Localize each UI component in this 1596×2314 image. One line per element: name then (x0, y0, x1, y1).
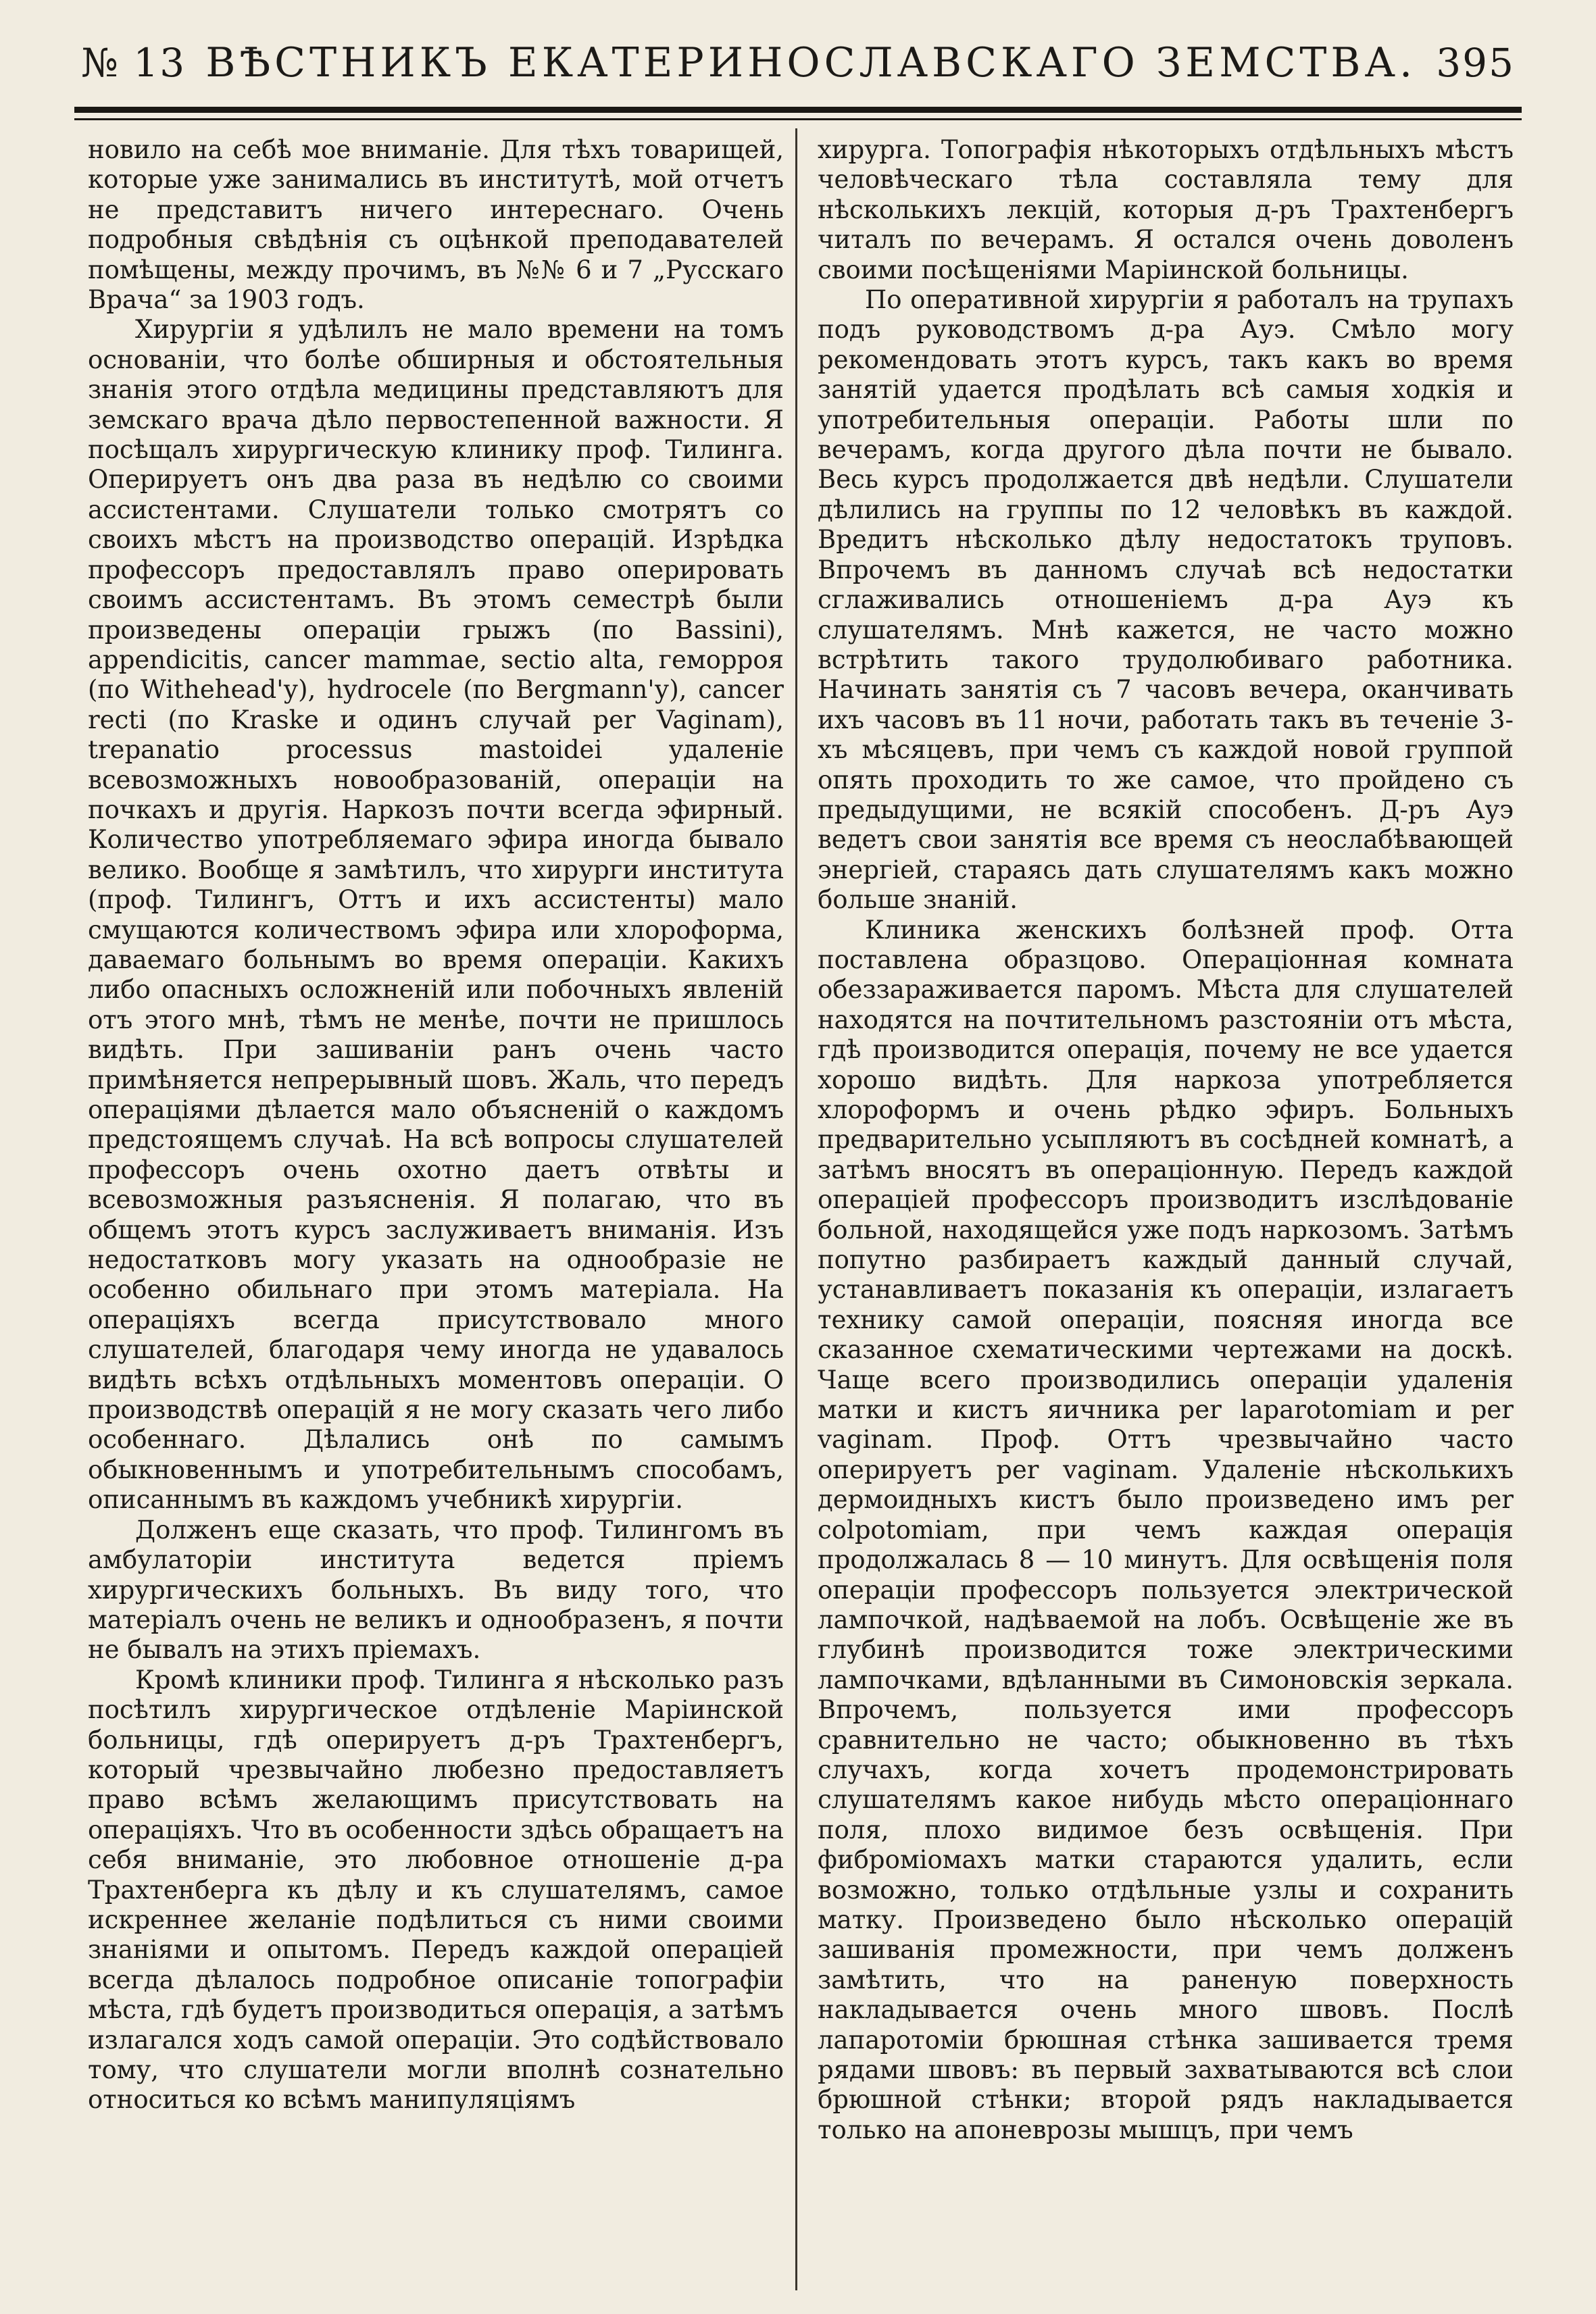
paragraph: Кромѣ клиники проф. Тилинга я нѣсколько разъ посѣтилъ хирургическое отдѣленіе Маріинской больницы, гдѣ оперируетъ д-ръ Трахтенбергъ, который чрезвычайно любезно предоставляетъ право всѣмъ желающимъ присутствовать на операціяхъ. Что въ особенности здѣсь обращаетъ на себя вниманіе, это любовное отношеніе д-ра Трахтенберга къ дѣлу и къ слушателямъ, самое искреннее желаніе подѣлиться съ ними своими знаніями и опытомъ. Передъ каждой операціей всегда дѣлалось подробное описаніе топографіи мѣста, гдѣ будетъ производиться операція, а затѣмъ излагался ходъ самой операціи. Это содѣйствовало тому, что слушатели могли вполнѣ сознательно относиться ко всѣмъ манипуляціямъ (88, 1665, 784, 2115)
issue-number: № 13 (81, 40, 186, 86)
paragraph: Клиника женскихъ болѣзней проф. Отта поставлена образцово. Операціонная комната обеззараживается паромъ. Мѣста для слушателей находятся на почтительномъ разстояніи отъ мѣста, гдѣ производится операція, почему не все удается хорошо видѣть. Для наркоза употребляется хлороформъ и очень рѣдко эфиръ. Больныхъ предварительно усыпляютъ въ сосѣдней комнатѣ, а затѣмъ вносятъ въ операціонную. Передъ каждой операціей профессоръ производитъ изслѣдованіе больной, находящейся уже подъ наркозомъ. Затѣмъ попутно разбираетъ каждый данный случай, устанавливаетъ показанія къ операціи, излагаетъ технику самой операціи, поясняя иногда все сказанное схематическими чертежами на доскѣ. Чаще всего производились операціи удаленія матки и кистъ яичника per laparotomiam и per vaginam. Проф. Оттъ чрезвычайно часто оперируетъ per vaginam. Удаленіе нѣсколькихъ дермоидныхъ кистъ было произведено имъ per colpotomiam, при чемъ каждая операція продолжалась 8 — 10 минутъ. Для освѣщенія поля операціи профессоръ пользуется электрической лампочкой, надѣваемой на лобъ. Освѣщеніе же въ глубинѣ производится тоже электрическими лампочками, вдѣланными въ Симоновскія зеркала. Впрочемъ, пользуется ими профессоръ сравнительно не часто; обыкновенно въ тѣхъ случахъ, когда хочетъ продемонстрировать слушателямъ какое нибудь мѣсто операціоннаго поля, плохо видимое безъ освѣщенія. При фибромiомахъ матки стараются удалить, если возможно, только отдѣльные узлы и сохранить матку. Произведено было нѣсколько операцій зашиванія промежности, при чемъ долженъ замѣтить, что на раненую поверхность накладывается очень много швовъ. Послѣ лапаротоміи брюшная стѣнка зашивается тремя рядами швовъ: въ первый захватываются всѣ слои брюшной стѣнки; второй рядъ накладывается только на апоневрозы мышцъ, при чемъ (818, 915, 1514, 2144)
paragraph: новило на себѣ мое вниманіе. Для тѣхъ товарищей, которые уже занимались въ институтѣ, мой отчетъ не представитъ ничего интереснаго. Очень подробныя свѣдѣнія съ оцѣнкой преподавателей помѣщены, между прочимъ, въ №№ 6 и 7 „Русскаго Врача“ за 1903 годъ. (88, 135, 784, 315)
right-column (818, 135, 1514, 2297)
paragraph: хирурга. Топографія нѣкоторыхъ отдѣльныхъ мѣстъ человѣческаго тѣла составляла тему для нѣсколькихъ лекцій, которыя д-ръ Трахтенбергъ читалъ по вечерамъ. Я остался очень доволенъ своими посѣщеніями Маріинской больницы. (818, 135, 1514, 284)
header-rule-thin (74, 118, 1522, 120)
journal-title: ВѢСТНИКЪ ЕКАТЕРИНОСЛАВСКАГО ЗЕМСТВА. (205, 39, 1417, 86)
column-divider (795, 128, 797, 2290)
paragraph: Хирургіи я удѣлилъ не мало времени на томъ основаніи, что болѣе обширныя и обстоятельныя знанія этого отдѣла медицины представляютъ для земскаго врача дѣло первостепенной важности. Я посѣщалъ хирургическую клинику проф. Тилинга. Оперируетъ онъ два раза въ недѣлю со своими ассистентами. Слушатели только смотрятъ со своихъ мѣстъ на производство операцій. Изрѣдка профессоръ предоставлялъ право оперировать своимъ ассистентамъ. Въ этомъ семестрѣ были произведены операціи грыжъ (по Bassini), appendicitis, cancer mammae, sectio alta, геморроя (по Withehead'у), hydrocele (по Bergmann'у), cancer recti (по Kraske и одинъ случай per Vaginam), trepanatio processus mastoidei удаленіе всевозможныхъ новообразованій, операціи на почкахъ и другія. Наркозъ почти всегда эфирный. Количество употребляемаго эфира иногда бывало велико. Вообще я замѣтилъ, что хирурги института (проф. Тилингъ, Оттъ и ихъ ассистенты) мало смущаются количествомъ эфира или хлороформа, даваемаго больнымъ во время операціи. Какихъ либо опасныхъ осложненій или побочныхъ явленій отъ этого мнѣ, тѣмъ не менѣе, почти не пришлось видѣть. При зашиваніи ранъ очень часто примѣняется непрерывный шовъ. Жаль, что передъ операціями дѣлается мало объясненій о каждомъ предстоящемъ случаѣ. На всѣ вопросы слушателей профессоръ очень охотно даетъ отвѣты и всевозможныя разъясненія. Я полагаю, что въ общемъ этотъ курсъ заслуживаетъ вниманія. Изъ недостатковъ могу указать на однообразіе не особенно обильнаго при этомъ матеріала. На операціяхъ всегда присутствовало много слушателей, благодаря чему иногда не удавалось видѣть всѣхъ отдѣльныхъ моментовъ операціи. О производствѣ операцій я не могу сказать чего либо особеннаго. Дѣлались онѣ по самымъ обыкновеннымъ и употребительнымъ способамъ, описаннымъ въ каждомъ учебникѣ хирургіи. (88, 315, 784, 1515)
page-number: 395 (1436, 40, 1515, 86)
paragraph: Долженъ еще сказать, что проф. Тилингомъ въ амбулаторіи института ведется пріемъ хирургическихъ больныхъ. Въ виду того, что матеріалъ очень не великъ и однообразенъ, я почти не бывалъ на этихъ пріемахъ. (88, 1515, 784, 1665)
page-header (81, 26, 1515, 100)
paragraph: По оперативной хирургіи я работалъ на трупахъ подъ руководствомъ д-ра Ауэ. Смѣло могу рекомендовать этотъ курсъ, такъ какъ во время занятій удается продѣлать всѣ самыя ходкія и употребительныя операціи. Работы шли по вечерамъ, когда другого дѣла почти не бывало. Весь курсъ продолжается двѣ недѣли. Слушатели дѣлились на группы по 12 человѣкъ въ каждой. Вредитъ нѣсколько дѣлу недостатокъ труповъ. Впрочемъ въ данномъ случаѣ всѣ недостатки сглаживались отношеніемъ д-ра Ауэ къ слушателямъ. Мнѣ кажется, не часто можно встрѣтить такого трудолюбиваго работника. Начинать занятія съ 7 часовъ вечера, оканчивать ихъ часовъ въ 11 ночи, работать такъ въ теченіе 3-хъ мѣсяцевъ, при чемъ съ каждой новой группой опять проходить то же самое, что пройдено съ предыдущими, не всякій способенъ. Д-ръ Ауэ ведетъ свои занятія все время съ неослабѣвающей энергіей, стараясь дать слушателямъ какъ можно больше знаній. (818, 285, 1514, 915)
left-column (88, 135, 784, 2297)
header-rule-thick (74, 107, 1522, 113)
